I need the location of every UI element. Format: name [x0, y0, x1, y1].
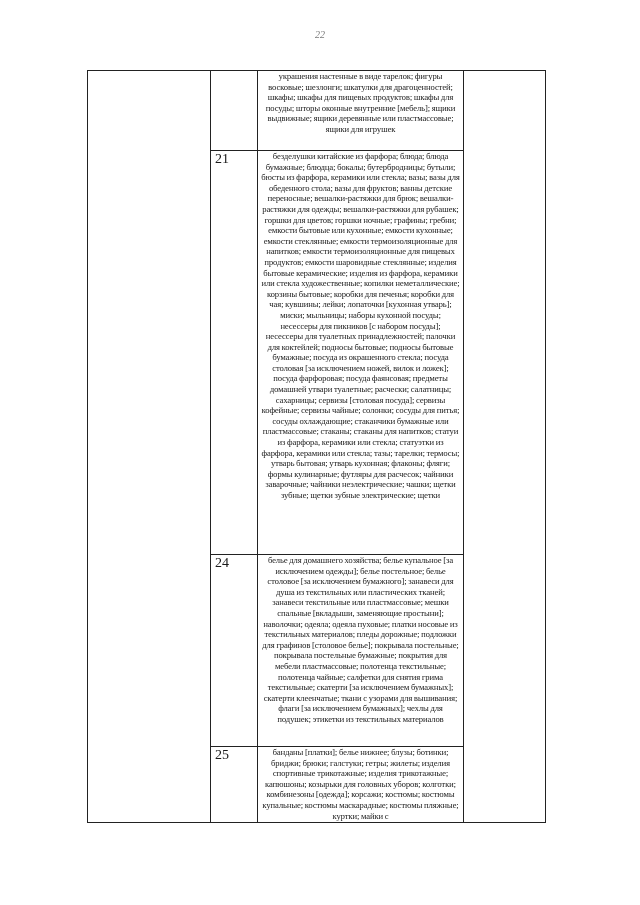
class-number-cell: 21: [211, 151, 258, 555]
goods-classification-table: [87, 70, 546, 823]
goods-text: белье для домашнего хозяйства; белье купальное [за исключением одежды]; белье постельное; белье столовое [за исключением бумажного]; занавеси для душа из текстильных или пластических тканей; занавеси текстильные или пластмассовые; мешки спальные [вкладыши, заменяющие простыни]; наволочки; одеяла; одеяла пуховые; платки носовые из текстильных материалов; пледы дорожные; подложки для графинов [столовое белье]; покрывала постельные; покрывала постельные бумажные; покрытия для мебели пластмассовые; полотенца текстильные; полотенца чайные; салфетки для снятия грима текстильные; скатерти [за исключением бумажных]; скатерти клеенчатые; ткани с узорами для вышивания; флаги [за исключением бумажных]; чехлы для подушек; этикетки из текстильных материалов: [262, 555, 459, 724]
goods-text: безделушки китайские из фарфора; блюда; блюда бумажные; блюдца; бокалы; бутербродницы; бутыли; бюсты из фарфора, керамики или стекла; вазы; вазы для обеденного стола; вазы для фруктов; ванны детские переносные; вешалки-растяжки для брюк; вешалки-растяжки для одежды; вешалки-растяжки для рубашек; горшки для цветов; горшки ночные; графины; гребни; емкости бытовые или кухонные; емкости кухонные; емкости стеклянные; емкости термоизоляционные для напитков; емкости термоизоляционные для пищевых продуктов; емкости шаровидные стеклянные; изделия бытовые керамические; изделия из фарфора, керамики или стекла художественные; копилки неметаллические; корзины бытовые; коробки для печенья; коробки для чая; кувшины; лейки; лопаточки [кухонная утварь]; миски; мыльницы; наборы кухонной посуды; несессеры для пикников [с набором посуды]; несессеры для туалетных принадлежностей; палочки для коктейлей; подносы бытовые; подносы бытовые бумажные; посуда из окрашенного стекла; посуда столовая [за исключением ножей, вилок и ложек]; посуда фарфоровая; посуда фаянсовая; предметы домашней утвари туалетные; расчески; салатницы; сахарницы; сервизы [столовая посуда]; сервизы кофейные; сервизы чайные; солонки; сосуды для питья; сосуды охлаждающие; стаканчики бумажные или пластмассовые; стаканы; стаканы для напитков; статуи из фарфора, керамики или стекла; статуэтки из фарфора, керамики или стекла; тазы; тарелки; термосы; утварь бытовая; утварь кухонная; флаконы; фляги; формы кулинарные; футляры для расчесок; чайники заварочные; чайники неэлектрические; чашки; щетки зубные; щетки зубные электрические; щетки: [261, 151, 460, 500]
goods-text: украшения настенные в виде тарелок; фигуры восковые; шезлонги; шкатулки для драгоценностей; шкафы; шкафы для пищевых продуктов; шкафы для посуды; шторы оконные внутренние [мебель]; ящики выдвижные; ящики деревянные или пластмассовые; ящики для игрушек: [265, 71, 456, 134]
blank-column-cell: [88, 71, 211, 823]
goods-list-cell: [258, 71, 464, 151]
table-row: [88, 71, 546, 151]
goods-text: банданы [платки]; белье нижнее; блузы; ботинки; бриджи; брюки; галстуки; гетры; жилеты; изделия спортивные трикотажные; изделия трикотажные; капюшоны; козырьки для головных уборов; колготки; комбинезоны [одежда]; корсажи; костюмы; костюмы купальные; костюмы маскарадные; костюмы пляжные; куртки; майки с: [262, 747, 459, 821]
goods-list-cell: [258, 151, 464, 555]
class-number-cell: [211, 71, 258, 151]
notes-column-cell: [464, 71, 546, 823]
class-number-cell: 24: [211, 555, 258, 747]
goods-list-cell: [258, 555, 464, 747]
goods-list-cell: [258, 747, 464, 823]
page-number: 22: [315, 30, 325, 41]
class-number-cell: 25: [211, 747, 258, 823]
